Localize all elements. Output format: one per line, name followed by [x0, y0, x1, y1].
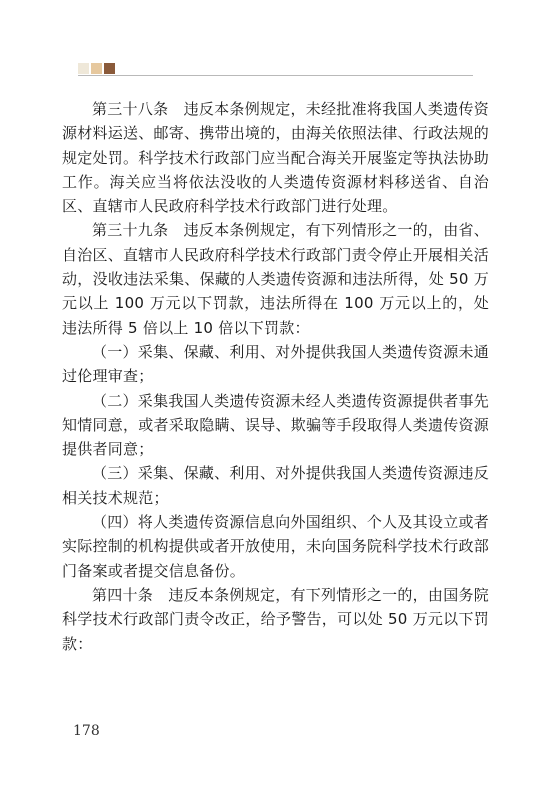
article-39-item-4: （四）将人类遗传资源信息向外国组织、个人及其设立或者实际控制的机构提供或者开放使用，未向国务院科学技术行政部门备案或者提交信息备份。: [62, 513, 490, 580]
article-39-item-3: （三）采集、保藏、利用、对外提供我国人类遗传资源违反相关技术规范；: [62, 464, 489, 507]
header-decoration: [78, 63, 115, 74]
header-square-2: [91, 63, 102, 74]
header-square-3: [104, 63, 115, 74]
article-39-item-2: （二）采集我国人类遗传资源未经人类遗传资源提供者事先知情同意，或者采取隐瞒、误导、欺骗等手段取得人类遗传资源提供者同意；: [62, 391, 490, 459]
article-38-paragraph: 第三十八条 违反本条例规定，未经批准将我国人类遗传资源材料运送、邮寄、携带出境的，由海关依照法律、行政法规的规定处罚。科学技术行政部门应当配合海关开展鉴定等执法协助工作。海关应当将依法没收的人类遗传资源材料移送省、自治区、直辖市人民政府科学技术行政部门进行处理。: [62, 100, 490, 216]
header-rule: [78, 75, 473, 76]
article-39-item-1: （一）采集、保藏、利用、对外提供我国人类遗传资源未通过伦理审查；: [62, 342, 489, 386]
document-body: [62, 97, 489, 656]
page-number: 178: [73, 723, 100, 739]
header-square-1: [78, 63, 89, 74]
article-40-paragraph: 第四十条 违反本条例规定，有下列情形之一的，由国务院科学技术行政部门责令改正，给予警告，可以处 50 万元以下罚款：: [62, 585, 489, 653]
article-39-paragraph: 第三十九条 违反本条例规定，有下列情形之一的，由省、自治区、直辖市人民政府科学技术行政部门责令停止开展相关活动，没收违法采集、保藏的人类遗传资源和违法所得，处 50 万元以上 100 万元以下罚款，违法所得在 100 万元以上的，处违法所得 5 倍以上 10 倍以下罚款：: [62, 221, 490, 337]
